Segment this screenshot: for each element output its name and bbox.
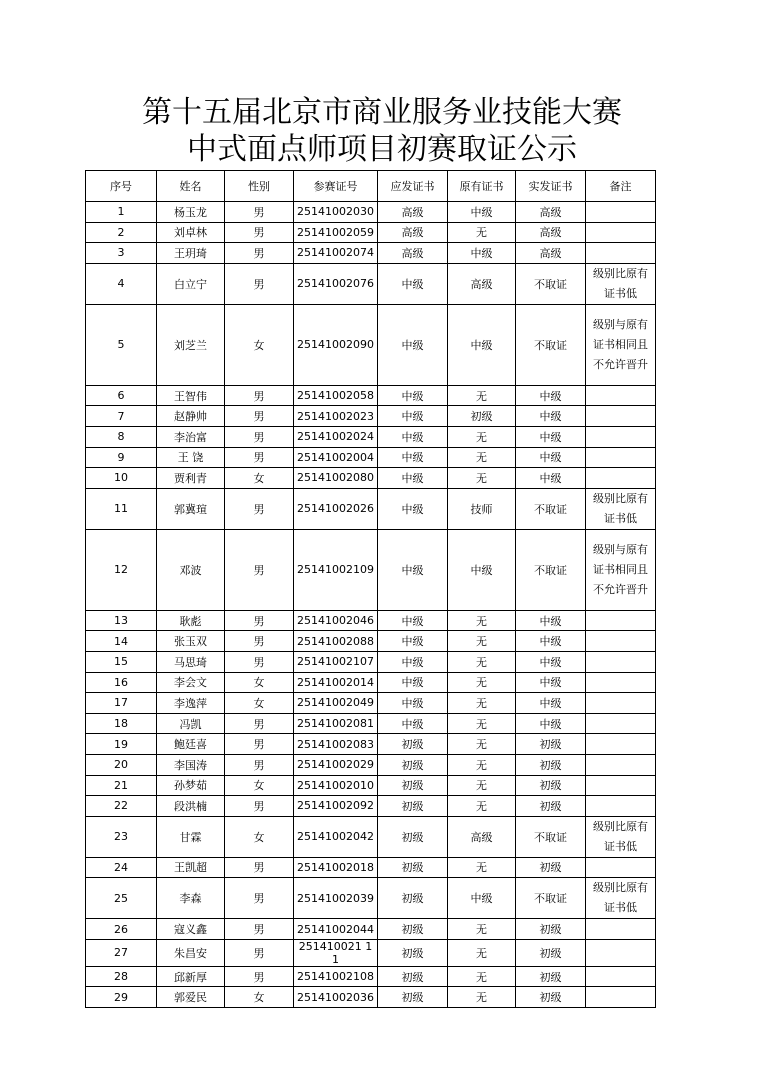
row-name: 甘霖 — [157, 816, 225, 857]
row-due-cert: 初级 — [378, 796, 448, 817]
row-gender: 女 — [225, 816, 294, 857]
row-name: 李国涛 — [157, 754, 225, 775]
row-orig-cert: 无 — [448, 713, 516, 734]
row-due-cert: 中级 — [378, 713, 448, 734]
row-note — [586, 987, 656, 1008]
row-name: 李会文 — [157, 672, 225, 693]
row-due-cert: 初级 — [378, 919, 448, 940]
row-gender: 男 — [225, 857, 294, 878]
row-name: 李逸萍 — [157, 693, 225, 714]
col-header-name: 姓名 — [157, 171, 225, 202]
row-orig-cert: 无 — [448, 919, 516, 940]
row-issued-cert: 高级 — [516, 222, 586, 243]
row-issued-cert: 中级 — [516, 713, 586, 734]
row-name: 李治富 — [157, 426, 225, 447]
row-note — [586, 243, 656, 264]
row-name: 王 饶 — [157, 447, 225, 468]
row-note — [586, 796, 656, 817]
row-id: 25141002026 — [294, 488, 378, 529]
table-row — [86, 857, 656, 878]
row-issued-cert: 不取证 — [516, 488, 586, 529]
row-issued-cert: 高级 — [516, 202, 586, 223]
results-table — [85, 170, 656, 1008]
row-id: 25141002046 — [294, 610, 378, 631]
row-number: 22 — [86, 796, 157, 817]
row-issued-cert: 中级 — [516, 651, 586, 672]
table-row — [86, 651, 656, 672]
row-id: 25141002023 — [294, 406, 378, 427]
row-note — [586, 939, 656, 966]
table-row — [86, 610, 656, 631]
row-gender: 男 — [225, 939, 294, 966]
row-id: 25141002010 — [294, 775, 378, 796]
row-note — [586, 385, 656, 406]
row-name: 朱昌安 — [157, 939, 225, 966]
table-row — [86, 406, 656, 427]
table-row — [86, 966, 656, 987]
row-note — [586, 406, 656, 427]
row-gender: 男 — [225, 754, 294, 775]
row-orig-cert: 无 — [448, 734, 516, 755]
row-gender: 男 — [225, 202, 294, 223]
row-gender: 男 — [225, 878, 294, 919]
table-row — [86, 263, 656, 304]
table-row — [86, 713, 656, 734]
row-orig-cert: 无 — [448, 651, 516, 672]
row-note — [586, 447, 656, 468]
row-id: 25141002088 — [294, 631, 378, 652]
table-row — [86, 816, 656, 857]
row-id: 25141002074 — [294, 243, 378, 264]
row-id: 25141002058 — [294, 385, 378, 406]
row-number: 26 — [86, 919, 157, 940]
row-number: 25 — [86, 878, 157, 919]
row-orig-cert: 高级 — [448, 816, 516, 857]
row-orig-cert: 无 — [448, 693, 516, 714]
table-row — [86, 304, 656, 385]
page-subtitle: 中式面点师项目初赛取证公示 — [187, 132, 577, 167]
row-note — [586, 775, 656, 796]
row-note — [586, 754, 656, 775]
row-issued-cert: 初级 — [516, 919, 586, 940]
row-gender: 男 — [225, 263, 294, 304]
row-number: 16 — [86, 672, 157, 693]
table-row — [86, 878, 656, 919]
row-issued-cert: 不取证 — [516, 263, 586, 304]
row-orig-cert: 无 — [448, 775, 516, 796]
row-note: 级别比原有证书低 — [586, 263, 656, 304]
row-issued-cert: 不取证 — [516, 878, 586, 919]
row-gender: 女 — [225, 693, 294, 714]
row-name: 刘卓林 — [157, 222, 225, 243]
col-header-orig-cert: 原有证书 — [448, 171, 516, 202]
row-number: 19 — [86, 734, 157, 755]
row-note: 级别比原有证书低 — [586, 878, 656, 919]
row-id: 25141002049 — [294, 693, 378, 714]
row-due-cert: 中级 — [378, 529, 448, 610]
row-orig-cert: 无 — [448, 857, 516, 878]
row-number: 2 — [86, 222, 157, 243]
row-orig-cert: 无 — [448, 987, 516, 1008]
row-note — [586, 651, 656, 672]
row-orig-cert: 无 — [448, 385, 516, 406]
table-row — [86, 693, 656, 714]
row-name: 王智伟 — [157, 385, 225, 406]
row-due-cert: 初级 — [378, 878, 448, 919]
row-due-cert: 中级 — [378, 631, 448, 652]
row-note: 级别比原有证书低 — [586, 488, 656, 529]
row-orig-cert: 初级 — [448, 406, 516, 427]
row-issued-cert: 初级 — [516, 939, 586, 966]
row-name: 段洪楠 — [157, 796, 225, 817]
row-issued-cert: 中级 — [516, 672, 586, 693]
row-note — [586, 468, 656, 489]
row-name: 郭冀瑄 — [157, 488, 225, 529]
row-orig-cert: 无 — [448, 610, 516, 631]
row-id: 251410021 1 1 — [294, 939, 378, 966]
row-gender: 男 — [225, 385, 294, 406]
row-name: 王凯超 — [157, 857, 225, 878]
row-number: 13 — [86, 610, 157, 631]
row-name: 耿彪 — [157, 610, 225, 631]
row-gender: 男 — [225, 243, 294, 264]
table-header-row — [86, 171, 656, 202]
row-id: 25141002004 — [294, 447, 378, 468]
row-id: 25141002029 — [294, 754, 378, 775]
table-row — [86, 754, 656, 775]
row-number: 20 — [86, 754, 157, 775]
row-number: 8 — [86, 426, 157, 447]
row-name: 马思琦 — [157, 651, 225, 672]
row-id: 25141002059 — [294, 222, 378, 243]
row-id: 25141002076 — [294, 263, 378, 304]
row-note: 级别与原有证书相同且不允许晋升 — [586, 304, 656, 385]
col-header-note: 备注 — [586, 171, 656, 202]
row-name: 寇义鑫 — [157, 919, 225, 940]
row-due-cert: 中级 — [378, 426, 448, 447]
row-orig-cert: 无 — [448, 468, 516, 489]
row-issued-cert: 不取证 — [516, 529, 586, 610]
row-name: 鲍廷喜 — [157, 734, 225, 755]
row-orig-cert: 无 — [448, 754, 516, 775]
row-number: 27 — [86, 939, 157, 966]
table-row — [86, 672, 656, 693]
row-orig-cert: 无 — [448, 796, 516, 817]
table-row — [86, 734, 656, 755]
col-header-gender: 性别 — [225, 171, 294, 202]
row-number: 18 — [86, 713, 157, 734]
row-id: 25141002107 — [294, 651, 378, 672]
row-note — [586, 672, 656, 693]
col-header-no: 序号 — [86, 171, 157, 202]
row-orig-cert: 无 — [448, 426, 516, 447]
row-gender: 男 — [225, 631, 294, 652]
row-note: 级别比原有证书低 — [586, 816, 656, 857]
row-issued-cert: 中级 — [516, 426, 586, 447]
row-due-cert: 初级 — [378, 775, 448, 796]
row-note — [586, 222, 656, 243]
row-orig-cert: 中级 — [448, 243, 516, 264]
row-id: 25141002018 — [294, 857, 378, 878]
row-due-cert: 初级 — [378, 734, 448, 755]
table-row — [86, 987, 656, 1008]
row-note — [586, 966, 656, 987]
row-id: 25141002039 — [294, 878, 378, 919]
table-row — [86, 796, 656, 817]
row-number: 17 — [86, 693, 157, 714]
table-row — [86, 488, 656, 529]
row-due-cert: 高级 — [378, 202, 448, 223]
row-orig-cert: 无 — [448, 966, 516, 987]
table-row — [86, 202, 656, 223]
table-row — [86, 939, 656, 966]
row-number: 7 — [86, 406, 157, 427]
row-due-cert: 初级 — [378, 816, 448, 857]
row-name: 贾利青 — [157, 468, 225, 489]
row-due-cert: 中级 — [378, 651, 448, 672]
page-title: 第十五届北京市商业服务业技能大赛 — [142, 95, 622, 130]
row-due-cert: 初级 — [378, 987, 448, 1008]
row-id: 25141002083 — [294, 734, 378, 755]
row-note — [586, 857, 656, 878]
row-name: 邱新厚 — [157, 966, 225, 987]
row-issued-cert: 初级 — [516, 734, 586, 755]
row-due-cert: 中级 — [378, 304, 448, 385]
row-issued-cert: 高级 — [516, 243, 586, 264]
row-number: 15 — [86, 651, 157, 672]
row-due-cert: 高级 — [378, 243, 448, 264]
row-gender: 男 — [225, 651, 294, 672]
row-name: 郭爱民 — [157, 987, 225, 1008]
row-id: 25141002092 — [294, 796, 378, 817]
row-name: 冯凯 — [157, 713, 225, 734]
row-issued-cert: 初级 — [516, 987, 586, 1008]
row-issued-cert: 中级 — [516, 693, 586, 714]
row-number: 3 — [86, 243, 157, 264]
row-number: 14 — [86, 631, 157, 652]
row-due-cert: 中级 — [378, 263, 448, 304]
row-id: 25141002081 — [294, 713, 378, 734]
row-note — [586, 734, 656, 755]
row-orig-cert: 无 — [448, 939, 516, 966]
row-orig-cert: 无 — [448, 631, 516, 652]
row-note — [586, 631, 656, 652]
row-number: 21 — [86, 775, 157, 796]
row-due-cert: 中级 — [378, 693, 448, 714]
row-name: 王玥琦 — [157, 243, 225, 264]
row-id: 25141002014 — [294, 672, 378, 693]
row-issued-cert: 中级 — [516, 447, 586, 468]
col-header-issued-cert: 实发证书 — [516, 171, 586, 202]
row-id: 25141002080 — [294, 468, 378, 489]
row-gender: 女 — [225, 468, 294, 489]
row-note: 级别与原有证书相同且不允许晋升 — [586, 529, 656, 610]
row-issued-cert: 不取证 — [516, 304, 586, 385]
row-due-cert: 中级 — [378, 406, 448, 427]
row-number: 9 — [86, 447, 157, 468]
row-gender: 男 — [225, 222, 294, 243]
row-due-cert: 中级 — [378, 672, 448, 693]
row-note — [586, 610, 656, 631]
row-orig-cert: 无 — [448, 447, 516, 468]
table-row — [86, 529, 656, 610]
table-row — [86, 468, 656, 489]
row-id: 25141002044 — [294, 919, 378, 940]
row-note — [586, 919, 656, 940]
table-row — [86, 426, 656, 447]
row-gender: 男 — [225, 796, 294, 817]
row-gender: 女 — [225, 304, 294, 385]
row-name: 赵静帅 — [157, 406, 225, 427]
row-name: 邓波 — [157, 529, 225, 610]
row-id: 25141002090 — [294, 304, 378, 385]
row-due-cert: 中级 — [378, 610, 448, 631]
row-issued-cert: 中级 — [516, 468, 586, 489]
row-issued-cert: 初级 — [516, 754, 586, 775]
row-number: 6 — [86, 385, 157, 406]
row-issued-cert: 初级 — [516, 775, 586, 796]
row-issued-cert: 初级 — [516, 796, 586, 817]
row-id: 25141002042 — [294, 816, 378, 857]
row-name: 杨玉龙 — [157, 202, 225, 223]
row-number: 28 — [86, 966, 157, 987]
row-id: 25141002109 — [294, 529, 378, 610]
row-number: 29 — [86, 987, 157, 1008]
row-gender: 男 — [225, 610, 294, 631]
row-gender: 男 — [225, 488, 294, 529]
row-number: 1 — [86, 202, 157, 223]
row-number: 12 — [86, 529, 157, 610]
row-orig-cert: 中级 — [448, 202, 516, 223]
row-name: 刘芝兰 — [157, 304, 225, 385]
row-number: 5 — [86, 304, 157, 385]
row-number: 4 — [86, 263, 157, 304]
row-note — [586, 202, 656, 223]
row-note — [586, 693, 656, 714]
row-issued-cert: 初级 — [516, 966, 586, 987]
col-header-due-cert: 应发证书 — [378, 171, 448, 202]
row-gender: 男 — [225, 919, 294, 940]
row-orig-cert: 中级 — [448, 529, 516, 610]
table-row — [86, 631, 656, 652]
row-gender: 男 — [225, 426, 294, 447]
row-issued-cert: 中级 — [516, 631, 586, 652]
row-number: 23 — [86, 816, 157, 857]
table-row — [86, 919, 656, 940]
row-issued-cert: 初级 — [516, 857, 586, 878]
row-issued-cert: 不取证 — [516, 816, 586, 857]
row-issued-cert: 中级 — [516, 406, 586, 427]
table-row — [86, 447, 656, 468]
row-gender: 男 — [225, 447, 294, 468]
row-issued-cert: 中级 — [516, 385, 586, 406]
table-row — [86, 385, 656, 406]
row-gender: 男 — [225, 734, 294, 755]
row-name: 白立宁 — [157, 263, 225, 304]
row-due-cert: 初级 — [378, 939, 448, 966]
row-orig-cert: 技师 — [448, 488, 516, 529]
row-number: 11 — [86, 488, 157, 529]
row-due-cert: 中级 — [378, 488, 448, 529]
table-row — [86, 243, 656, 264]
row-gender: 男 — [225, 713, 294, 734]
row-due-cert: 中级 — [378, 385, 448, 406]
row-orig-cert: 中级 — [448, 304, 516, 385]
table-row — [86, 222, 656, 243]
row-due-cert: 中级 — [378, 468, 448, 489]
row-orig-cert: 无 — [448, 672, 516, 693]
row-gender: 女 — [225, 775, 294, 796]
row-orig-cert: 无 — [448, 222, 516, 243]
row-gender: 女 — [225, 672, 294, 693]
row-due-cert: 中级 — [378, 447, 448, 468]
row-due-cert: 初级 — [378, 857, 448, 878]
row-gender: 男 — [225, 529, 294, 610]
row-orig-cert: 中级 — [448, 878, 516, 919]
row-name: 李森 — [157, 878, 225, 919]
row-id: 25141002108 — [294, 966, 378, 987]
row-note — [586, 713, 656, 734]
row-gender: 男 — [225, 966, 294, 987]
row-id: 25141002036 — [294, 987, 378, 1008]
col-header-id: 参赛证号 — [294, 171, 378, 202]
row-due-cert: 高级 — [378, 222, 448, 243]
table-row — [86, 775, 656, 796]
row-number: 10 — [86, 468, 157, 489]
row-issued-cert: 中级 — [516, 610, 586, 631]
row-id: 25141002024 — [294, 426, 378, 447]
row-gender: 男 — [225, 406, 294, 427]
row-due-cert: 初级 — [378, 966, 448, 987]
row-note — [586, 426, 656, 447]
row-name: 张玉双 — [157, 631, 225, 652]
row-name: 孙梦茹 — [157, 775, 225, 796]
row-gender: 女 — [225, 987, 294, 1008]
row-id: 25141002030 — [294, 202, 378, 223]
row-due-cert: 初级 — [378, 754, 448, 775]
row-orig-cert: 高级 — [448, 263, 516, 304]
row-number: 24 — [86, 857, 157, 878]
